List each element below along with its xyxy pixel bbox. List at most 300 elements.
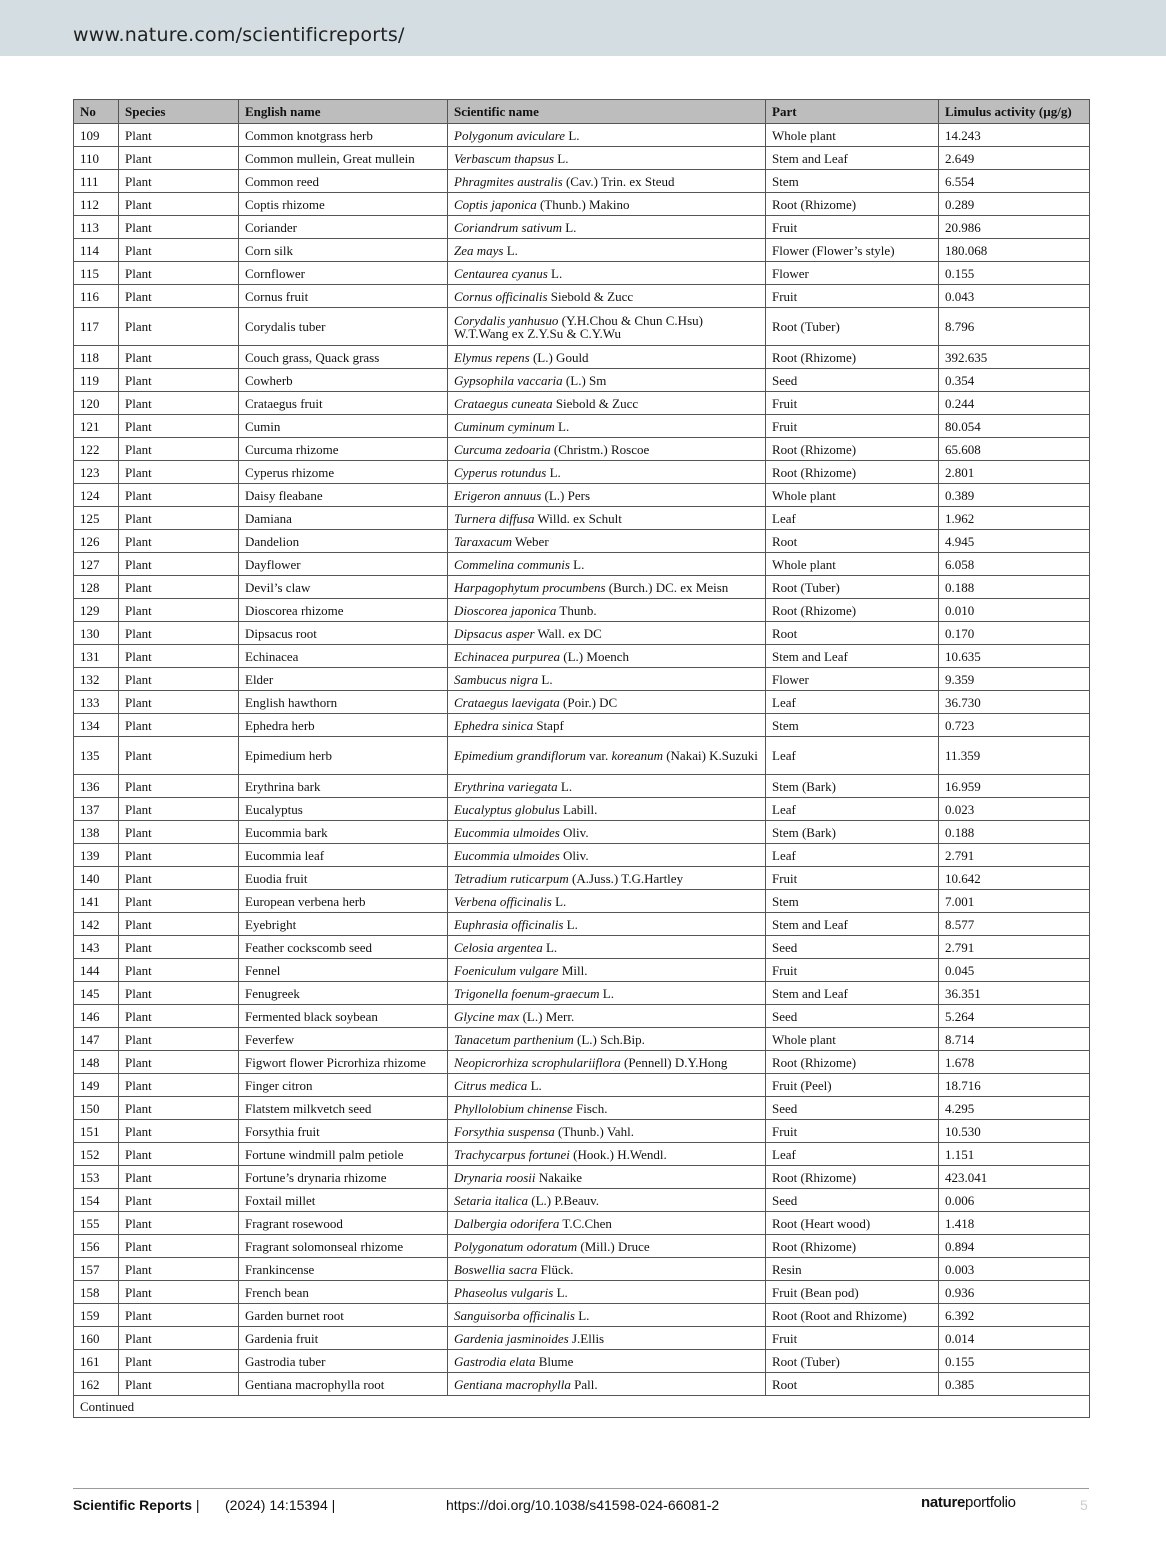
scientific-authority: Oliv.	[559, 847, 589, 863]
cell-activity: 1.678	[939, 1051, 1090, 1074]
cell-species: Plant	[119, 193, 239, 216]
cell-scientific-name	[448, 890, 766, 913]
scientific-epithet: Verbascum thapsus	[454, 150, 555, 166]
cell-activity: 2.801	[939, 461, 1090, 484]
table-row	[74, 1097, 1090, 1120]
scientific-authority: L.	[554, 418, 570, 434]
nature-portfolio-logo	[921, 1494, 1016, 1511]
table-row	[74, 775, 1090, 798]
cell-species: Plant	[119, 737, 239, 775]
table-row	[74, 193, 1090, 216]
scientific-epithet: Zea mays	[454, 242, 504, 258]
header-bar	[0, 0, 1166, 56]
cell-scientific-name	[448, 1281, 766, 1304]
cell-activity: 0.188	[939, 576, 1090, 599]
scientific-authority: (L.) Gould	[529, 349, 589, 365]
cell-no: 139	[74, 844, 119, 867]
cell-english-name: English hawthorn	[239, 691, 448, 714]
scientific-epithet: Drynaria roosii	[454, 1169, 536, 1185]
cell-scientific-name	[448, 844, 766, 867]
scientific-authority: (Thunb.) Vahl.	[554, 1123, 634, 1139]
cell-no: 149	[74, 1074, 119, 1097]
cell-species: Plant	[119, 170, 239, 193]
cell-species: Plant	[119, 262, 239, 285]
scientific-epithet: Epimedium grandiflorum	[454, 748, 586, 763]
cell-part: Fruit	[766, 1327, 939, 1350]
table-header-row	[74, 100, 1090, 124]
cell-scientific-name	[448, 1258, 766, 1281]
cell-english-name: Frankincense	[239, 1258, 448, 1281]
table-row	[74, 1281, 1090, 1304]
cell-part: Stem	[766, 170, 939, 193]
cell-scientific-name	[448, 124, 766, 147]
cell-activity: 8.714	[939, 1028, 1090, 1051]
cell-activity: 180.068	[939, 239, 1090, 262]
cell-no: 151	[74, 1120, 119, 1143]
continued-note: Continued	[74, 1396, 1090, 1418]
cell-english-name: Fragrant solomonseal rhizome	[239, 1235, 448, 1258]
cell-scientific-name	[448, 1074, 766, 1097]
cell-english-name: Euodia fruit	[239, 867, 448, 890]
scientific-epithet: Boswellia sacra	[454, 1261, 538, 1277]
cell-species: Plant	[119, 346, 239, 369]
scientific-epithet: Tetradium ruticarpum	[454, 870, 569, 886]
cell-no: 140	[74, 867, 119, 890]
cell-scientific-name	[448, 147, 766, 170]
cell-no: 127	[74, 553, 119, 576]
cell-english-name: Cornflower	[239, 262, 448, 285]
scientific-epithet: Turnera diffusa	[454, 510, 535, 526]
cell-english-name: Fragrant rosewood	[239, 1212, 448, 1235]
cell-english-name: Coptis rhizome	[239, 193, 448, 216]
cell-activity: 0.023	[939, 798, 1090, 821]
cell-no: 134	[74, 714, 119, 737]
cell-activity: 0.170	[939, 622, 1090, 645]
cell-species: Plant	[119, 1350, 239, 1373]
cell-scientific-name	[448, 1373, 766, 1396]
table-row	[74, 1258, 1090, 1281]
cell-no: 118	[74, 346, 119, 369]
cell-scientific-name	[448, 216, 766, 239]
table-row	[74, 936, 1090, 959]
table-row	[74, 645, 1090, 668]
table-row	[74, 484, 1090, 507]
brand-rest: portfolio	[965, 1494, 1016, 1511]
cell-species: Plant	[119, 1258, 239, 1281]
cell-species: Plant	[119, 1143, 239, 1166]
scientific-epithet: Gypsophila vaccaria	[454, 372, 563, 388]
table-row	[74, 1373, 1090, 1396]
cell-no: 126	[74, 530, 119, 553]
cell-no: 123	[74, 461, 119, 484]
cell-activity: 11.359	[939, 737, 1090, 775]
table-row	[74, 668, 1090, 691]
cell-species: Plant	[119, 369, 239, 392]
cell-species: Plant	[119, 691, 239, 714]
scientific-authority: Flück.	[537, 1261, 574, 1277]
cell-english-name: Coriander	[239, 216, 448, 239]
cell-part: Fruit	[766, 216, 939, 239]
cell-english-name: Cowherb	[239, 369, 448, 392]
table-row	[74, 1327, 1090, 1350]
cell-scientific-name	[448, 691, 766, 714]
scientific-epithet: Echinacea purpurea	[454, 648, 561, 664]
scientific-authority: L.	[546, 464, 561, 480]
cell-activity: 0.010	[939, 599, 1090, 622]
cell-no: 147	[74, 1028, 119, 1051]
table-row	[74, 530, 1090, 553]
cell-part: Root (Rhizome)	[766, 461, 939, 484]
table-row	[74, 239, 1090, 262]
cell-part: Root (Rhizome)	[766, 1051, 939, 1074]
cell-species: Plant	[119, 1189, 239, 1212]
scientific-authority: L.	[553, 1284, 568, 1300]
cell-scientific-name	[448, 576, 766, 599]
cell-species: Plant	[119, 1166, 239, 1189]
scientific-epithet: Eucommia ulmoides	[454, 847, 560, 863]
cell-scientific-name	[448, 982, 766, 1005]
scientific-epithet: Polygonum aviculare	[454, 127, 566, 143]
table-row	[74, 147, 1090, 170]
scientific-authority: (L.) Sch.Bip.	[573, 1031, 645, 1047]
cell-part: Whole plant	[766, 484, 939, 507]
cell-no: 111	[74, 170, 119, 193]
cell-species: Plant	[119, 821, 239, 844]
cell-part: Fruit (Bean pod)	[766, 1281, 939, 1304]
cell-part: Seed	[766, 936, 939, 959]
scientific-authority: (Mill.) Druce	[577, 1238, 650, 1254]
scientific-epithet: Gastrodia elata	[454, 1353, 536, 1369]
cell-no: 130	[74, 622, 119, 645]
table-row	[74, 1304, 1090, 1327]
cell-activity: 0.188	[939, 821, 1090, 844]
cell-species: Plant	[119, 1097, 239, 1120]
footer-divider	[73, 1488, 1089, 1489]
cell-english-name: Gardenia fruit	[239, 1327, 448, 1350]
cell-species: Plant	[119, 392, 239, 415]
scientific-authority: Wall. ex DC	[534, 625, 602, 641]
col-header-limulus-activity: Limulus activity (µg/g)	[939, 100, 1090, 124]
cell-part: Fruit	[766, 959, 939, 982]
volume-text: (2024) 14:15394	[225, 1497, 328, 1513]
cell-activity: 8.796	[939, 308, 1090, 346]
cell-scientific-name	[448, 346, 766, 369]
cell-species: Plant	[119, 1373, 239, 1396]
cell-scientific-name	[448, 507, 766, 530]
cell-part: Flower (Flower’s style)	[766, 239, 939, 262]
cell-scientific-name	[448, 1327, 766, 1350]
scientific-authority: (Pennell) D.Y.Hong	[620, 1054, 728, 1070]
cell-scientific-name	[448, 1166, 766, 1189]
table-row	[74, 982, 1090, 1005]
cell-no: 155	[74, 1212, 119, 1235]
cell-species: Plant	[119, 844, 239, 867]
cell-species: Plant	[119, 1051, 239, 1074]
cell-activity: 36.351	[939, 982, 1090, 1005]
cell-english-name: Dioscorea rhizome	[239, 599, 448, 622]
cell-part: Root (Rhizome)	[766, 346, 939, 369]
scientific-authority: J.Ellis	[568, 1330, 605, 1346]
cell-english-name: Common knotgrass herb	[239, 124, 448, 147]
cell-english-name: Feather cockscomb seed	[239, 936, 448, 959]
cell-scientific-name	[448, 1235, 766, 1258]
cell-no: 146	[74, 1005, 119, 1028]
cell-activity: 18.716	[939, 1074, 1090, 1097]
scientific-authority: Stapf	[533, 717, 564, 733]
scientific-authority: (Poir.) DC	[559, 694, 618, 710]
cell-no: 119	[74, 369, 119, 392]
cell-part: Stem and Leaf	[766, 147, 939, 170]
cell-scientific-name	[448, 645, 766, 668]
cell-part: Fruit	[766, 285, 939, 308]
table-body	[74, 124, 1090, 1396]
cell-activity: 0.045	[939, 959, 1090, 982]
cell-english-name: Feverfew	[239, 1028, 448, 1051]
cell-english-name: Curcuma rhizome	[239, 438, 448, 461]
scientific-authority: L.	[554, 150, 569, 166]
cell-activity: 0.385	[939, 1373, 1090, 1396]
cell-english-name: Forsythia fruit	[239, 1120, 448, 1143]
cell-scientific-name	[448, 392, 766, 415]
cell-english-name: Dandelion	[239, 530, 448, 553]
table-row	[74, 867, 1090, 890]
cell-activity: 0.936	[939, 1281, 1090, 1304]
cell-activity: 6.058	[939, 553, 1090, 576]
cell-part: Leaf	[766, 691, 939, 714]
cell-english-name: Eucalyptus	[239, 798, 448, 821]
cell-activity: 1.962	[939, 507, 1090, 530]
scientific-epithet: Foeniculum vulgare	[454, 962, 559, 978]
cell-species: Plant	[119, 239, 239, 262]
cell-english-name: Epimedium herb	[239, 737, 448, 775]
cell-species: Plant	[119, 1235, 239, 1258]
scientific-authority: L.	[538, 671, 553, 687]
cell-species: Plant	[119, 668, 239, 691]
scientific-authority: L.	[557, 778, 573, 794]
scientific-authority: L.	[569, 556, 585, 572]
cell-activity: 5.264	[939, 1005, 1090, 1028]
cell-english-name: Fermented black soybean	[239, 1005, 448, 1028]
cell-part: Seed	[766, 1189, 939, 1212]
cell-species: Plant	[119, 438, 239, 461]
cell-scientific-name	[448, 484, 766, 507]
cell-part: Fruit	[766, 415, 939, 438]
scientific-authority: (Christm.) Roscoe	[550, 441, 650, 457]
cell-scientific-name	[448, 1005, 766, 1028]
cell-activity: 2.791	[939, 936, 1090, 959]
page-number: 5	[1080, 1497, 1088, 1513]
cell-part: Stem and Leaf	[766, 913, 939, 936]
cell-english-name: Daisy fleabane	[239, 484, 448, 507]
scientific-authority: L.	[542, 939, 558, 955]
scientific-epithet: Trigonella foenum-graecum	[454, 985, 600, 1001]
cell-english-name: Common reed	[239, 170, 448, 193]
volume-separator: |	[327, 1497, 336, 1513]
cell-english-name: Crataegus fruit	[239, 392, 448, 415]
table-row	[74, 392, 1090, 415]
cell-activity: 36.730	[939, 691, 1090, 714]
cell-scientific-name	[448, 1051, 766, 1074]
cell-part: Root (Rhizome)	[766, 599, 939, 622]
cell-no: 115	[74, 262, 119, 285]
table-row	[74, 1120, 1090, 1143]
cell-species: Plant	[119, 1120, 239, 1143]
cell-species: Plant	[119, 1074, 239, 1097]
table-row	[74, 844, 1090, 867]
cell-activity: 10.530	[939, 1120, 1090, 1143]
cell-no: 153	[74, 1166, 119, 1189]
cell-english-name: Fennel	[239, 959, 448, 982]
cell-activity: 2.649	[939, 147, 1090, 170]
cell-no: 150	[74, 1097, 119, 1120]
table-row	[74, 553, 1090, 576]
cell-no: 157	[74, 1258, 119, 1281]
cell-scientific-name	[448, 936, 766, 959]
cell-english-name: Cyperus rhizome	[239, 461, 448, 484]
table-row	[74, 1005, 1090, 1028]
cell-english-name: Corn silk	[239, 239, 448, 262]
table-row	[74, 1074, 1090, 1097]
cell-species: Plant	[119, 1028, 239, 1051]
cell-species: Plant	[119, 285, 239, 308]
cell-english-name: Ephedra herb	[239, 714, 448, 737]
cell-scientific-name	[448, 1097, 766, 1120]
table-row	[74, 1350, 1090, 1373]
cell-no: 138	[74, 821, 119, 844]
scientific-authority: Pall.	[570, 1376, 598, 1392]
scientific-epithet: Euphrasia officinalis	[454, 916, 564, 932]
table-row	[74, 691, 1090, 714]
cell-part: Resin	[766, 1258, 939, 1281]
table-row	[74, 576, 1090, 599]
scientific-epithet: Elymus repens	[454, 349, 530, 365]
scientific-authority: (L.) Pers	[541, 487, 591, 503]
scientific-epithet: Corydalis yanhusuo	[454, 312, 559, 328]
scientific-epithet: Citrus medica	[454, 1077, 528, 1093]
table-row	[74, 821, 1090, 844]
cell-activity: 6.392	[939, 1304, 1090, 1327]
scientific-authority: var.	[585, 748, 612, 763]
cell-part: Leaf	[766, 737, 939, 775]
cell-activity: 1.418	[939, 1212, 1090, 1235]
cell-activity: 9.359	[939, 668, 1090, 691]
table-row	[74, 346, 1090, 369]
scientific-epithet: Dioscorea japonica	[454, 602, 557, 618]
scientific-epithet: Sanguisorba officinalis	[454, 1307, 575, 1323]
cell-species: Plant	[119, 982, 239, 1005]
table-row	[74, 369, 1090, 392]
scientific-authority: L.	[565, 127, 580, 143]
cell-scientific-name	[448, 193, 766, 216]
scientific-epithet: Phyllolobium chinense	[454, 1100, 573, 1116]
cell-part: Whole plant	[766, 1028, 939, 1051]
cell-part: Stem	[766, 714, 939, 737]
cell-english-name: Couch grass, Quack grass	[239, 346, 448, 369]
cell-english-name: Gentiana macrophylla root	[239, 1373, 448, 1396]
scientific-epithet: Tanacetum parthenium	[454, 1031, 574, 1047]
cell-species: Plant	[119, 1327, 239, 1350]
cell-part: Leaf	[766, 507, 939, 530]
cell-no: 162	[74, 1373, 119, 1396]
cell-english-name: Cornus fruit	[239, 285, 448, 308]
scientific-epithet: koreanum	[611, 748, 663, 763]
cell-activity: 10.635	[939, 645, 1090, 668]
scientific-authority: (Y.H.Chou & Chun C.Hsu) W.T.Wang ex Z.Y.Su & C.Y.Wu	[454, 312, 703, 341]
scientific-epithet: Polygonatum odoratum	[454, 1238, 578, 1254]
footer-doi-link[interactable]: https://doi.org/10.1038/s41598-024-66081-2	[446, 1497, 720, 1513]
cell-no: 133	[74, 691, 119, 714]
scientific-epithet: Erythrina variegata	[454, 778, 558, 794]
cell-no: 161	[74, 1350, 119, 1373]
cell-no: 145	[74, 982, 119, 1005]
cell-activity: 65.608	[939, 438, 1090, 461]
cell-english-name: Echinacea	[239, 645, 448, 668]
cell-scientific-name	[448, 239, 766, 262]
scientific-authority: L.	[503, 242, 518, 258]
cell-part: Root (Rhizome)	[766, 438, 939, 461]
cell-scientific-name	[448, 821, 766, 844]
cell-part: Fruit	[766, 867, 939, 890]
cell-english-name: Fenugreek	[239, 982, 448, 1005]
cell-part: Root (Tuber)	[766, 308, 939, 346]
table-row	[74, 737, 1090, 775]
cell-no: 143	[74, 936, 119, 959]
table-row	[74, 622, 1090, 645]
cell-english-name: Corydalis tuber	[239, 308, 448, 346]
cell-part: Root (Tuber)	[766, 1350, 939, 1373]
col-header-part: Part	[766, 100, 939, 124]
scientific-epithet: Cornus officinalis	[454, 288, 548, 304]
cell-activity: 16.959	[939, 775, 1090, 798]
scientific-epithet: Trachycarpus fortunei	[454, 1146, 570, 1162]
cell-species: Plant	[119, 576, 239, 599]
cell-activity: 0.155	[939, 262, 1090, 285]
col-header-species: Species	[119, 100, 239, 124]
cell-part: Root (Rhizome)	[766, 1166, 939, 1189]
cell-activity: 14.243	[939, 124, 1090, 147]
table-row	[74, 798, 1090, 821]
cell-english-name: Dayflower	[239, 553, 448, 576]
cell-english-name: Cumin	[239, 415, 448, 438]
scientific-authority: L.	[551, 893, 567, 909]
cell-activity: 0.354	[939, 369, 1090, 392]
cell-scientific-name	[448, 285, 766, 308]
scientific-authority: Mill.	[558, 962, 588, 978]
cell-scientific-name	[448, 1028, 766, 1051]
cell-part: Leaf	[766, 1143, 939, 1166]
table-row	[74, 124, 1090, 147]
cell-scientific-name	[448, 913, 766, 936]
cell-part: Seed	[766, 1097, 939, 1120]
table-row	[74, 890, 1090, 913]
scientific-authority: Fisch.	[572, 1100, 608, 1116]
cell-scientific-name	[448, 1350, 766, 1373]
cell-activity: 0.289	[939, 193, 1090, 216]
cell-activity: 4.945	[939, 530, 1090, 553]
cell-no: 137	[74, 798, 119, 821]
cell-no: 152	[74, 1143, 119, 1166]
header-url[interactable]: www.nature.com/scientificreports/	[73, 24, 405, 46]
cell-activity: 4.295	[939, 1097, 1090, 1120]
cell-species: Plant	[119, 890, 239, 913]
cell-species: Plant	[119, 507, 239, 530]
cell-activity: 423.041	[939, 1166, 1090, 1189]
cell-species: Plant	[119, 147, 239, 170]
table-row	[74, 308, 1090, 346]
cell-no: 158	[74, 1281, 119, 1304]
scientific-authority: Blume	[535, 1353, 574, 1369]
cell-english-name: Finger citron	[239, 1074, 448, 1097]
